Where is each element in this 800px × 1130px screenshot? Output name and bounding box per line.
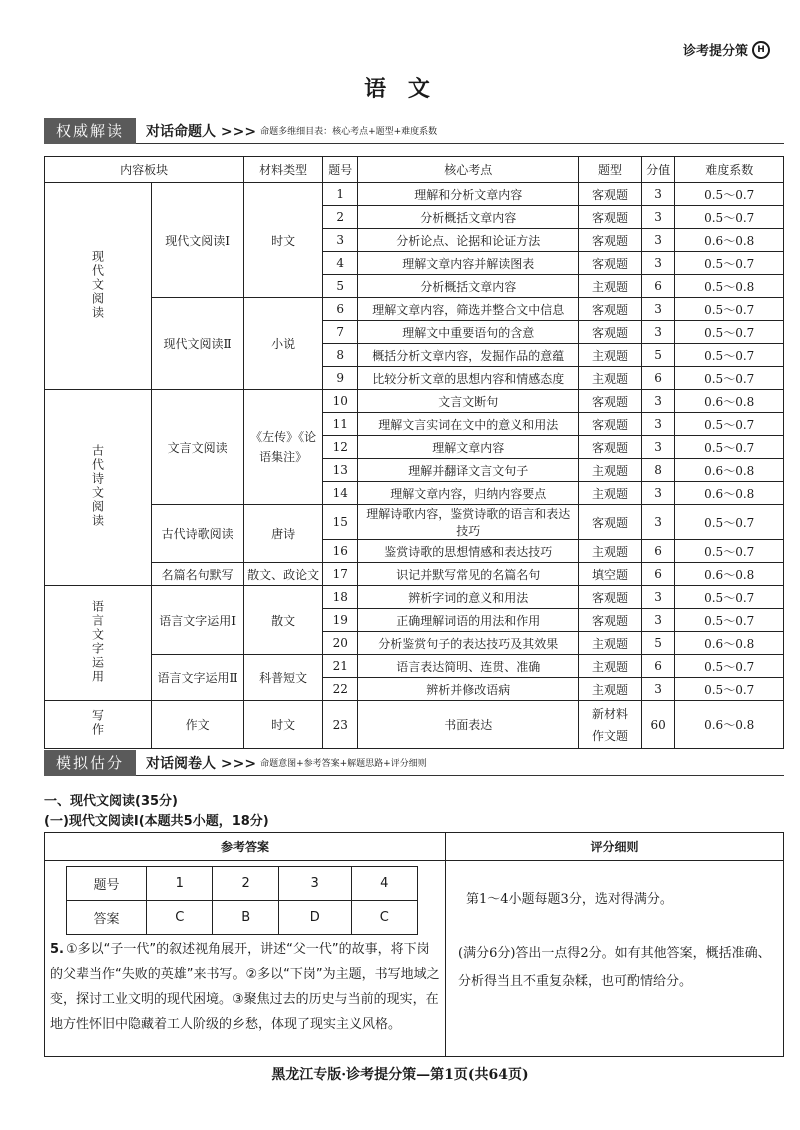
page-title: 语 文	[364, 76, 436, 102]
question-5-answer: 5. ①多以“子一代”的叙述视角展开，讲述“父一代”的故事，将下岗的父辈当作“失败的英雄”来书写。②多以“下岗”为主题，书写地域之变，探讨工业文明的现代困境。③聚焦过去的历史与当前的现实，在地方性怀旧中隐藏着工人阶级的乡愁，体现了现实主义风格。	[50, 942, 440, 1032]
category-cell: 现代文阅读	[45, 183, 152, 390]
table-row: 16 鉴赏诗歌的思想情感和表达技巧 主观题 6 0.5～0.7	[45, 540, 784, 563]
table-header-row	[45, 157, 784, 183]
table-row: 7 理解文中重要语句的含意 客观题 3 0.5～0.7	[45, 321, 784, 344]
table-row: 8 概括分析文章内容，发掘作品的意蕴 主观题 5 0.5～0.7	[45, 344, 784, 367]
subsection-cell: 文言文阅读	[152, 390, 244, 505]
subsection-cell: 现代文阅读Ⅱ	[152, 298, 244, 390]
table-row: 语言文字运用 语言文字运用Ⅰ 散文 18 辨析字词的意义和用法 客观题 3 0.5～0.7	[45, 586, 784, 609]
table-row: 22 辨析并修改语病 主观题 3 0.5～0.7	[45, 678, 784, 701]
table-row: 答案 C B D C	[67, 901, 418, 935]
subsection-cell: 现代文阅读Ⅰ	[152, 183, 244, 298]
table-row: 5 分析概括文章内容 主观题 6 0.5～0.8	[45, 275, 784, 298]
material-cell: 时文	[244, 701, 323, 749]
rubric-header: 评分细则	[446, 833, 783, 861]
page-footer: 黑龙江专版·诊考提分策—第1页(共64页)	[271, 1067, 529, 1083]
section-title: 对话阅卷人 >>>	[146, 755, 257, 772]
table-row: 语言文字运用Ⅱ 科普短文 21 语言表达简明、连贯、准确 主观题 6 0.5～0.7	[45, 655, 784, 678]
table-row: 20 分析鉴赏句子的表达技巧及其效果 主观题 5 0.6～0.8	[45, 632, 784, 655]
header-cell: 题型	[579, 157, 642, 183]
table-row: 现代文阅读 现代文阅读Ⅰ 时文 1 理解和分析文章内容 客观题 3 0.5～0.7	[45, 183, 784, 206]
subsection-cell: 名篇名句默写	[152, 563, 244, 586]
table-row: 11 理解文言实词在文中的意义和用法 客观题 3 0.5～0.7	[45, 413, 784, 436]
header-cell: 难度系数	[675, 157, 784, 183]
rubric-5: (满分6分)答出一点得2分。如有其他答案，概括准确、分析得当且不重复杂糅，也可酌情给分。	[458, 946, 771, 989]
table-row: 名篇名句默写 散文、政论文 17 识记并默写常见的名篇名句 填空题 6 0.6～0.8	[45, 563, 784, 586]
material-cell: 唐诗	[244, 505, 323, 563]
section-title: 对话命题人 >>>	[146, 123, 257, 140]
material-cell: 散文、政论文	[244, 563, 323, 586]
material-cell: 科普短文	[244, 655, 323, 701]
category-cell: 古代诗文阅读	[45, 390, 152, 586]
table-row: 3 分析论点、论据和论证方法 客观题 3 0.6～0.8	[45, 229, 784, 252]
brand-text: 诊考提分策	[682, 44, 748, 59]
table-row: 2 分析概括文章内容 客观题 3 0.5～0.7	[45, 206, 784, 229]
ref-answer-header: 参考答案	[45, 833, 445, 861]
section-subtitle: 命题意图+参考答案+解题思路+评分细则	[260, 759, 427, 769]
table-row: 现代文阅读Ⅱ 小说 6 理解文章内容，筛选并整合文中信息 客观题 3 0.5～0.7	[45, 298, 784, 321]
section-subtitle: 命题多维细目表：核心考点+题型+难度系数	[260, 127, 438, 137]
table-row: 4 理解文章内容并解读图表 客观题 3 0.5～0.7	[45, 252, 784, 275]
brand-logo-icon: H	[752, 41, 770, 59]
section-simulation	[44, 750, 784, 776]
material-cell: 时文	[244, 183, 323, 298]
category-cell: 写作	[45, 701, 152, 749]
table-row: 9 比较分析文章的思想内容和情感态度 主观题 6 0.5～0.7	[45, 367, 784, 390]
table-row: 古代诗歌阅读 唐诗 15 理解诗歌内容，鉴赏诗歌的语言和表达技巧 客观题 3 0.5～0.7	[45, 505, 784, 540]
table-row: 14 理解文章内容，归纳内容要点 主观题 3 0.6～0.8	[45, 482, 784, 505]
table-row: 19 正确理解词语的用法和作用 客观题 3 0.5～0.7	[45, 609, 784, 632]
subsection-cell: 作文	[152, 701, 244, 749]
material-cell: 《左传》《论语集注》	[244, 390, 323, 505]
subsection-cell: 古代诗歌阅读	[152, 505, 244, 563]
category-cell: 语言文字运用	[45, 586, 152, 701]
table-row: 题号 1 2 3 4	[67, 867, 418, 901]
answer-table	[66, 866, 418, 935]
part-heading: 一、现代文阅读(35分)	[44, 794, 178, 809]
subsection-cell: 语言文字运用Ⅰ	[152, 586, 244, 655]
section-tag: 模拟估分	[44, 750, 136, 776]
brand	[683, 40, 770, 59]
header-cell: 材料类型	[244, 157, 323, 183]
section-authority	[44, 118, 784, 144]
header-cell: 题号	[323, 157, 358, 183]
header-cell: 内容板块	[45, 157, 244, 183]
table-row: 古代诗文阅读 文言文阅读 《左传》《论语集注》 10 文言文断句 客观题 3 0.6～0.8	[45, 390, 784, 413]
table-row: 13 理解并翻译文言文句子 主观题 8 0.6～0.8	[45, 459, 784, 482]
table-row: 12 理解文章内容 客观题 3 0.5～0.7	[45, 436, 784, 459]
material-cell: 小说	[244, 298, 323, 390]
rubric-1-4: 第1～4小题每题3分，选对得满分。	[466, 892, 673, 907]
table-row: 写作 作文 时文 23 书面表达 新材料作文题 60 0.6～0.8	[45, 701, 784, 749]
section-tag: 权威解读	[44, 118, 136, 144]
subsection-cell: 语言文字运用Ⅱ	[152, 655, 244, 701]
header-cell: 核心考点	[358, 157, 579, 183]
header-cell: 分值	[641, 157, 675, 183]
part-subheading: (一)现代文阅读Ⅰ(本题共5小题，18分)	[44, 814, 269, 829]
material-cell: 散文	[244, 586, 323, 655]
divider	[445, 833, 446, 1056]
spec-table	[44, 156, 784, 749]
